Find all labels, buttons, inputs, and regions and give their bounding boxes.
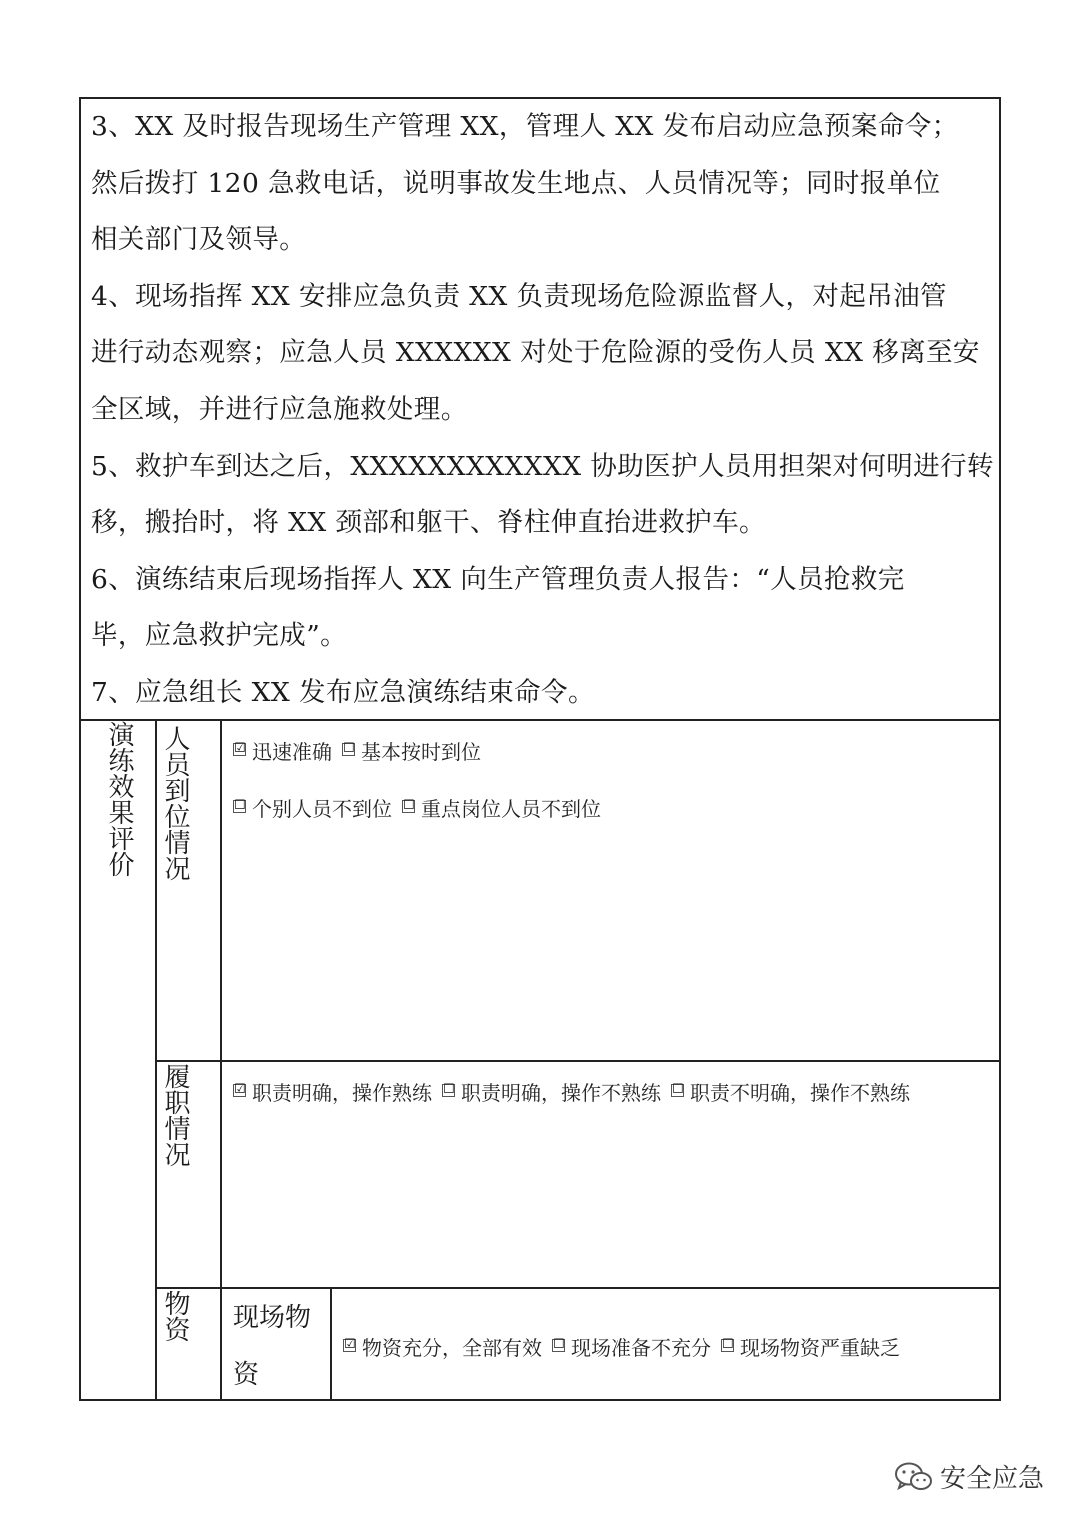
checkbox-icon[interactable]: ☐ [553,1337,565,1352]
option-unclear-unskilled[interactable] [671,1077,910,1106]
onsite-materials-label [233,1290,311,1404]
option-clear-skilled[interactable] [233,1077,432,1106]
step-line: 7、应急组长 XX 发布应急演练结束命令。 [91,676,595,708]
step-line: 4、现场指挥 XX 安排应急负责 XX 负责现场危险源监督人，对起吊油管 [91,280,947,312]
materials-label: 物资 [160,1290,190,1342]
checkbox-checked-icon[interactable]: ☑ [234,741,246,756]
evaluation-table [79,719,1001,1401]
step-line: 毕，应急救护完成”。 [91,620,348,652]
step-line: 然后拨打 120 急救电话，说明事故发生地点、人员情况等；同时报单位 [91,167,941,199]
option-quick-accurate[interactable] [233,736,332,765]
personnel-options-row1 [233,736,491,765]
option-label: 迅速准确 [252,740,332,764]
option-insufficient[interactable] [552,1332,711,1361]
watermark [894,1458,1044,1495]
step-line: 5、救护车到达之后，XXXXXXXXXXXX 协助医护人员用担架对何明进行转 [91,450,994,482]
option-label: 职责明确，操作不熟练 [461,1081,661,1105]
option-label: 基本按时到位 [361,740,481,764]
materials-options [343,1332,910,1361]
column-divider [330,1287,332,1399]
option-severe-shortage[interactable] [721,1332,900,1361]
checkbox-checked-icon[interactable]: ☑ [234,1082,246,1097]
option-label: 职责不明确，操作不熟练 [690,1081,910,1105]
row-divider [155,1287,999,1289]
option-label: 重点岗位人员不到位 [421,797,601,821]
watermark-text: 安全应急 [939,1464,1044,1494]
option-label: 职责明确，操作熟练 [252,1081,432,1105]
option-label: 现场物资严重缺乏 [740,1336,900,1360]
checkbox-icon[interactable]: ☐ [672,1082,684,1097]
drill-steps-section [79,97,1001,719]
step-line: 全区域，并进行应急施救处理。 [91,393,468,425]
step-line: 3、XX 及时报告现场生产管理 XX，管理人 XX 发布启动应急预案命令； [91,111,959,142]
checkbox-checked-icon[interactable]: ☑ [344,1337,356,1352]
option-label: 个别人员不到位 [252,797,392,821]
evaluation-title: 演练效果评价 [104,721,134,877]
option-key-staff-absent[interactable] [402,793,601,822]
option-label: 现场准备不充分 [571,1336,711,1360]
row-divider [155,1060,999,1062]
option-label: 物资充分，全部有效 [362,1336,542,1360]
checkbox-icon[interactable]: ☐ [403,798,415,813]
step-line: 进行动态观察；应急人员 XXXXXX 对处于危险源的受伤人员 XX 移离至安 [91,337,980,369]
option-basically-on-time[interactable] [342,736,481,765]
checkbox-icon[interactable]: ☐ [343,741,355,756]
option-clear-unskilled[interactable] [442,1077,661,1106]
onsite-materials-label-line2: 资 [233,1360,260,1390]
step-line: 相关部门及领导。 [91,224,307,256]
personnel-options-row2 [233,793,611,822]
step-line: 6、演练结束后现场指挥人 XX 向生产管理负责人报告：“人员抢救完 [91,563,905,595]
wechat-icon [894,1460,934,1494]
checkbox-icon[interactable]: ☐ [722,1337,734,1352]
checkbox-icon[interactable]: ☐ [443,1082,455,1097]
onsite-materials-label-line1: 现场物 [233,1303,312,1333]
duty-options [233,1077,920,1106]
checkbox-icon[interactable]: ☐ [234,798,246,813]
duty-label: 履职情况 [160,1063,190,1167]
personnel-label: 人员到位情况 [160,725,190,881]
option-some-absent[interactable] [233,793,392,822]
option-sufficient[interactable] [343,1332,542,1361]
step-line: 移，搬抬时，将 XX 颈部和躯干、脊柱伸直抬进救护车。 [91,507,766,539]
